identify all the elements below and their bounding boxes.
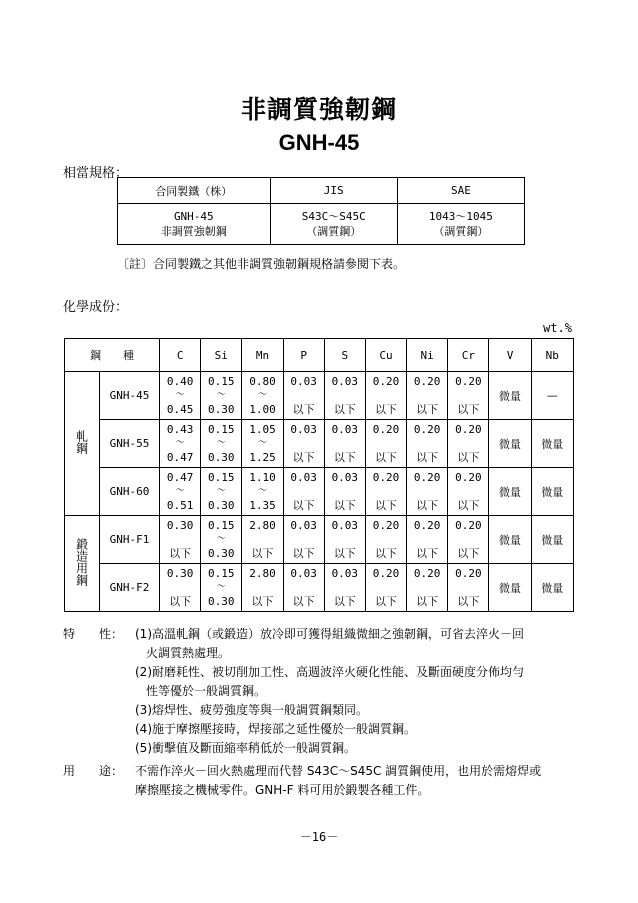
- cell-cr: [448, 372, 489, 420]
- cell-cu: [365, 468, 406, 516]
- equiv-cell-text: S43C～S45C: [301, 210, 366, 223]
- cell-nb: 微量: [531, 468, 573, 516]
- cell-v: 微量: [489, 564, 531, 612]
- cell-nb: 微量: [531, 564, 573, 612]
- cell-value: 以下: [416, 498, 439, 512]
- cell-value: 以下: [374, 498, 397, 512]
- cell-c: [160, 564, 201, 612]
- header-element: Nb: [531, 339, 573, 372]
- cell-cr: [448, 564, 489, 612]
- cell-value: 0.30: [208, 402, 235, 416]
- note: 〔註〕合同製鐵之其他非調質強韌鋼規格請參閱下表。: [117, 257, 406, 271]
- equiv-cell-jis: [270, 204, 397, 245]
- cell-v: 微量: [489, 372, 531, 420]
- cell-mn: [242, 564, 283, 612]
- header-element: Mn: [242, 339, 283, 372]
- cell-value: 1.35: [249, 498, 276, 512]
- cell-mn: [242, 372, 283, 420]
- cell-value: 2.80: [249, 566, 276, 580]
- table-row: [65, 564, 574, 612]
- cell-value: 0.45: [166, 402, 194, 416]
- cell-value: 0.20: [455, 470, 482, 484]
- feature-item: (1)高溫軋鋼（或鍛造）放冷即可獲得組織微細之強韌鋼，可省去淬火－回: [135, 627, 525, 641]
- cell-value: 0.30: [208, 450, 235, 464]
- cell-s: [324, 564, 365, 612]
- cell-value: ～: [175, 390, 185, 400]
- group-label: [65, 516, 100, 612]
- cell-value: ～: [175, 438, 185, 448]
- header-element: V: [489, 339, 531, 372]
- uses-section: [63, 762, 583, 800]
- header-element: Ni: [407, 339, 448, 372]
- cell-c: [160, 516, 201, 564]
- table-row: [65, 468, 574, 516]
- cell-v: 微量: [489, 516, 531, 564]
- feature-item: (3)熔焊性、疲勞強度等與一般調質鋼類同。: [135, 703, 368, 717]
- cell-value: 以下: [292, 450, 315, 464]
- cell-value: 以下: [416, 546, 439, 560]
- steel-name: GNH-F2: [100, 564, 160, 612]
- cell-value: 0.80: [249, 374, 276, 388]
- table-row: [65, 420, 574, 468]
- page-subtitle: GNH-45: [278, 130, 360, 155]
- cell-value: 0.40: [166, 374, 194, 388]
- cell-cr: [448, 468, 489, 516]
- cell-cu: [365, 564, 406, 612]
- cell-value: 以下: [457, 546, 480, 560]
- cell-s: [324, 468, 365, 516]
- cell-value: 0.03: [290, 374, 317, 388]
- page-number: －16－: [299, 830, 339, 844]
- cell-value: ～: [175, 486, 185, 496]
- cell-p: [283, 372, 324, 420]
- feature-item: 火調質熱處理。: [146, 646, 231, 660]
- cell-ni: [407, 516, 448, 564]
- features-label: 特 性：: [63, 627, 124, 641]
- cell-value: 0.20: [413, 422, 441, 436]
- cell-value: 以下: [333, 450, 356, 464]
- cell-p: [283, 516, 324, 564]
- group-label-text: 鍛造用鋼: [74, 538, 89, 586]
- cell-value: 0.03: [290, 566, 317, 580]
- equiv-header-sae: SAE: [397, 178, 524, 204]
- equiv-cell-text: GNH-45: [173, 210, 214, 223]
- uses-label: 用 途：: [63, 764, 124, 778]
- cell-v: 微量: [489, 468, 531, 516]
- cell-value: 0.15: [208, 422, 235, 436]
- cell-value: 0.51: [166, 498, 194, 512]
- cell-value: 0.03: [331, 470, 359, 484]
- cell-si: [201, 372, 242, 420]
- cell-mn: [242, 516, 283, 564]
- cell-value: 以下: [292, 546, 315, 560]
- equiv-cell-text: 非調質強韌鋼: [160, 225, 227, 238]
- equiv-label: 相當規格：: [63, 166, 129, 181]
- cell-cr: [448, 420, 489, 468]
- feature-item: 性等優於一般調質鋼。: [146, 684, 267, 698]
- steel-name: GNH-60: [100, 468, 160, 516]
- cell-value: 以下: [374, 402, 397, 416]
- cell-value: 以下: [333, 402, 356, 416]
- cell-nb: —: [531, 372, 573, 420]
- cell-cu: [365, 372, 406, 420]
- cell-value: 0.20: [455, 518, 482, 532]
- unit-label: wt.%: [543, 321, 572, 335]
- cell-cr: [448, 516, 489, 564]
- cell-nb: 微量: [531, 420, 573, 468]
- cell-value: 0.03: [331, 422, 359, 436]
- cell-value: 0.15: [208, 470, 235, 484]
- equiv-cell-text: 1043～1045: [428, 210, 493, 223]
- cell-ni: [407, 468, 448, 516]
- cell-value: ～: [216, 438, 226, 448]
- cell-value: ～: [216, 582, 226, 592]
- cell-value: 0.20: [455, 422, 482, 436]
- cell-si: [201, 468, 242, 516]
- cell-value: 以下: [416, 450, 439, 464]
- steel-name: GNH-55: [100, 420, 160, 468]
- cell-cu: [365, 420, 406, 468]
- cell-value: 0.20: [413, 566, 441, 580]
- cell-value: 以下: [333, 546, 356, 560]
- cell-si: [201, 516, 242, 564]
- cell-value: 0.20: [455, 566, 482, 580]
- cell-value: 1.10: [249, 470, 276, 484]
- uses-line: 不需作淬火－回火熱處理而代替 S43C～S45C 調質鋼使用，也用於需熔焊或: [135, 764, 542, 778]
- cell-value: 以下: [251, 594, 274, 608]
- cell-value: 以下: [333, 498, 356, 512]
- cell-value: 以下: [457, 450, 480, 464]
- cell-value: 0.03: [331, 566, 359, 580]
- cell-value: 0.20: [372, 518, 400, 532]
- equiv-cell-text: （調質鋼）: [433, 225, 489, 238]
- steel-name: GNH-F1: [100, 516, 160, 564]
- cell-mn: [242, 420, 283, 468]
- equiv-cell-kodo: [118, 204, 271, 245]
- cell-si: [201, 564, 242, 612]
- cell-value: 0.47: [166, 450, 194, 464]
- cell-value: 以下: [169, 594, 192, 608]
- cell-value: 0.30: [208, 498, 235, 512]
- cell-value: 2.80: [249, 518, 276, 532]
- cell-ni: [407, 372, 448, 420]
- group-label-text: 軋鋼: [74, 430, 89, 454]
- cell-p: [283, 564, 324, 612]
- steel-name: GNH-45: [100, 372, 160, 420]
- cell-value: 以下: [169, 546, 192, 560]
- cell-cu: [365, 516, 406, 564]
- cell-c: [160, 468, 201, 516]
- cell-value: 以下: [457, 402, 480, 416]
- cell-nb: 微量: [531, 516, 573, 564]
- cell-p: [283, 420, 324, 468]
- header-element: Si: [201, 339, 242, 372]
- cell-s: [324, 372, 365, 420]
- cell-value: 0.30: [208, 546, 235, 560]
- table-row: [65, 516, 574, 564]
- cell-value: 0.30: [208, 594, 235, 608]
- cell-value: 0.20: [413, 470, 441, 484]
- cell-value: 0.03: [290, 470, 317, 484]
- cell-value: 1.00: [249, 402, 276, 416]
- header-element: C: [160, 339, 201, 372]
- cell-value: 0.30: [166, 518, 194, 532]
- cell-value: 0.03: [331, 374, 359, 388]
- cell-value: 0.20: [413, 518, 441, 532]
- cell-value: 1.05: [249, 422, 276, 436]
- cell-value: 以下: [251, 546, 274, 560]
- cell-mn: [242, 468, 283, 516]
- cell-value: 以下: [292, 498, 315, 512]
- cell-p: [283, 468, 324, 516]
- cell-value: 0.43: [166, 422, 194, 436]
- cell-c: [160, 372, 201, 420]
- cell-value: 以下: [374, 594, 397, 608]
- cell-ni: [407, 420, 448, 468]
- cell-value: 以下: [292, 402, 315, 416]
- cell-value: 0.47: [166, 470, 194, 484]
- table-row: [65, 372, 574, 420]
- cell-value: 1.25: [249, 450, 276, 464]
- cell-value: 以下: [374, 546, 397, 560]
- cell-si: [201, 420, 242, 468]
- cell-value: 以下: [416, 402, 439, 416]
- equiv-header-jis: JIS: [270, 178, 397, 204]
- feature-item: (2)耐磨耗性、被切削加工性、高週波淬火硬化性能、及斷面硬度分佈均勻: [135, 665, 525, 679]
- chemical-composition-table: [64, 338, 574, 612]
- cell-value: ～: [257, 486, 267, 496]
- equiv-table: [117, 177, 525, 245]
- cell-value: 0.03: [290, 518, 317, 532]
- cell-value: 0.20: [372, 566, 400, 580]
- features-section: [63, 625, 583, 758]
- equiv-cell-sae: [397, 204, 524, 245]
- chem-label: 化學成份：: [63, 300, 129, 315]
- cell-value: 0.30: [166, 566, 194, 580]
- cell-value: 以下: [374, 450, 397, 464]
- cell-value: ～: [216, 486, 226, 496]
- cell-v: 微量: [489, 420, 531, 468]
- cell-value: 0.20: [372, 422, 400, 436]
- cell-value: 0.20: [455, 374, 482, 388]
- cell-value: 0.20: [413, 374, 441, 388]
- feature-item: (4)施于摩擦壓接時，焊接部之延性優於一般調質鋼。: [135, 722, 417, 736]
- cell-value: 0.03: [290, 422, 317, 436]
- page-title: 非調質強韌鋼: [240, 95, 397, 124]
- cell-value: 0.20: [372, 374, 400, 388]
- cell-value: ～: [257, 390, 267, 400]
- cell-value: 0.15: [208, 566, 235, 580]
- uses-line: 摩擦壓接之機械零件。GNH-F 料可用於鍛製各種工件。: [135, 783, 430, 797]
- cell-value: 0.15: [208, 374, 235, 388]
- cell-value: 以下: [416, 594, 439, 608]
- cell-s: [324, 516, 365, 564]
- cell-value: 0.15: [208, 518, 235, 532]
- cell-value: 以下: [333, 594, 356, 608]
- cell-c: [160, 420, 201, 468]
- cell-value: ～: [216, 390, 226, 400]
- cell-value: 以下: [457, 498, 480, 512]
- cell-ni: [407, 564, 448, 612]
- cell-s: [324, 420, 365, 468]
- header-steel: 鋼 種: [65, 339, 160, 372]
- cell-value: ～: [257, 438, 267, 448]
- header-element: Cu: [365, 339, 406, 372]
- header-element: S: [324, 339, 365, 372]
- equiv-cell-text: （調質鋼）: [306, 225, 362, 238]
- cell-value: 0.20: [372, 470, 400, 484]
- cell-value: 0.03: [331, 518, 359, 532]
- header-element: Cr: [448, 339, 489, 372]
- header-element: P: [283, 339, 324, 372]
- cell-value: ～: [216, 534, 226, 544]
- cell-value: 以下: [292, 594, 315, 608]
- equiv-header-kodo: 合同製鐵（株）: [118, 178, 271, 204]
- feature-item: (5)衝擊值及斷面縮率稍低於一般調質鋼。: [135, 741, 356, 755]
- cell-value: 以下: [457, 594, 480, 608]
- group-label: [65, 372, 100, 516]
